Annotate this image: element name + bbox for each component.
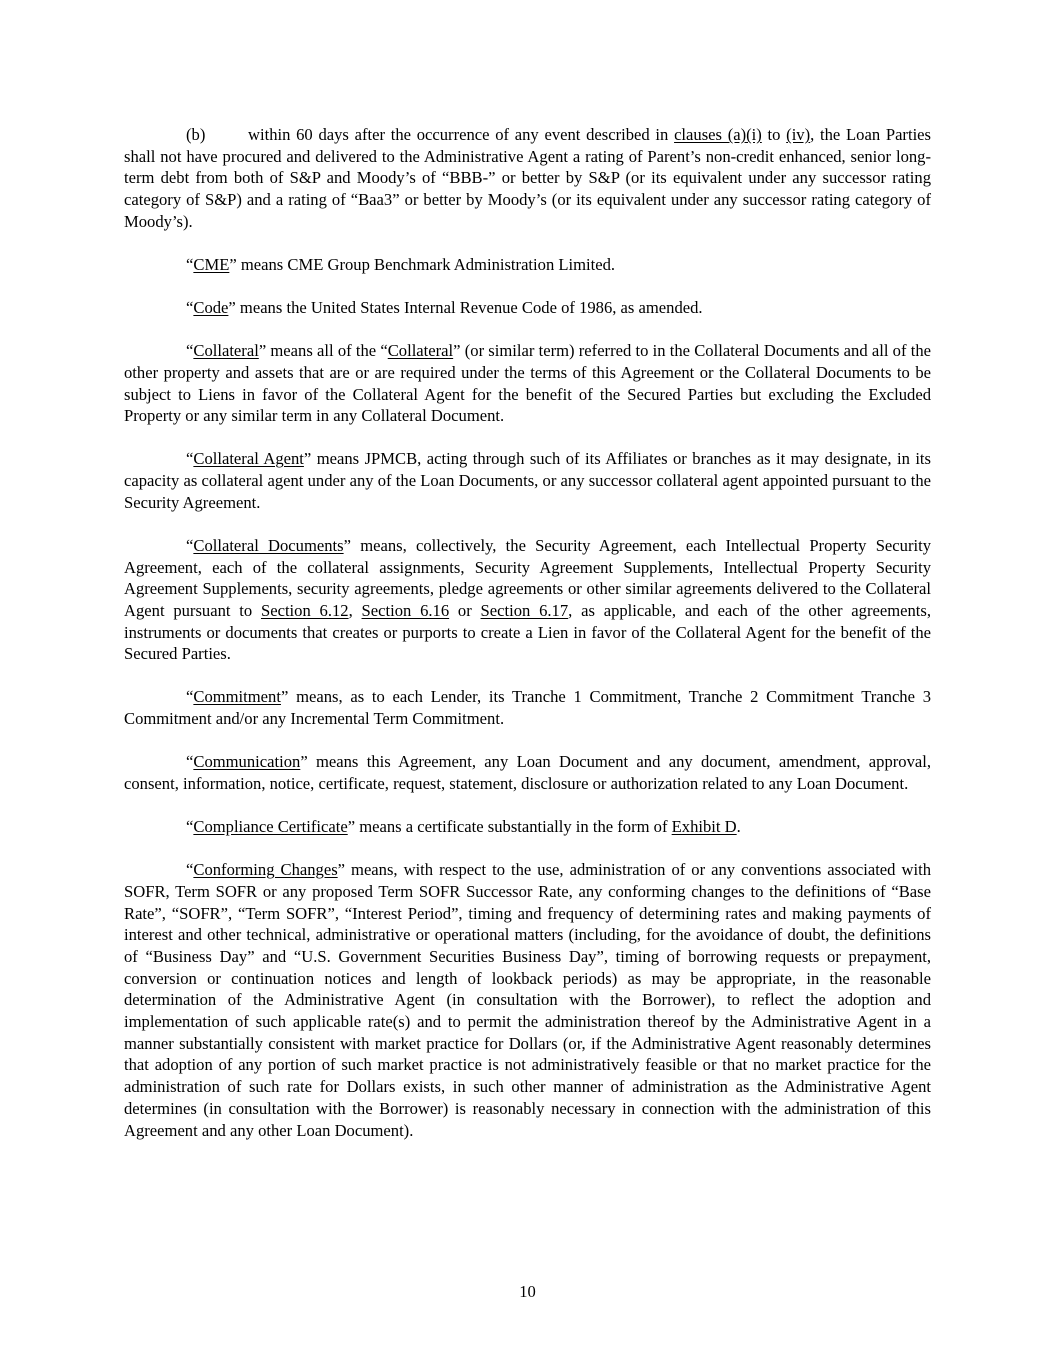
- section-reference-6-17: Section 6.17: [480, 600, 569, 620]
- open-quote: “: [186, 860, 194, 880]
- open-quote: “: [186, 341, 194, 361]
- page-number: 10: [519, 1282, 536, 1301]
- clause-b-connector: to: [761, 125, 787, 144]
- open-quote: “: [186, 298, 194, 317]
- exhibit-reference-d: Exhibit D: [671, 817, 737, 836]
- open-quote: “: [186, 449, 194, 469]
- defined-term-conforming-changes: Conforming Changes: [193, 860, 338, 880]
- definition-text: ” means, collectively, the Security Agreement, each Intellectual Property Security Agreement, each of the collateral assignments, Security Agreement Supplements, Intellectual Property Security Agreement Supplements, security agreements, pledge agreements or other similar agreements delivered to the Collateral Agent pursuant to: [124, 535, 932, 620]
- definition-text: ” means, as to each Lender, its Tranche 1 Commitment, Tranche 2 Commitment Tranche 3 Commitment and/or any Incremental Term Commitment.: [124, 687, 931, 729]
- definition-text: ” means a certificate substantially in the form of: [347, 817, 672, 836]
- section-reference-6-12: Section 6.12: [260, 600, 349, 620]
- clause-reference-iv: (iv): [786, 125, 811, 144]
- definition-code: [124, 297, 931, 319]
- definition-text-continued: ” (or similar term) referred to in the Collateral Documents and all of the other property and assets that are or are required under the terms of this Agreement or the Collateral Documents to be subject to Liens in favor of the Collateral Agent for the benefit of the Secured Parties but excluding the Excluded Property or any similar term in any Collateral Document.: [124, 341, 931, 426]
- definition-text: ” means JPMCB, acting through such of its Affiliates or branches as it may designate, in its capacity as collateral agent under any of the Loan Documents, or any successor collateral agent appointed pursuant to the Security Agreement.: [124, 449, 931, 512]
- defined-term-code: Code: [193, 298, 229, 317]
- clause-b-text: within 60 days after the occurrence of any event described in: [248, 125, 675, 144]
- defined-term-collateral: Collateral: [193, 341, 259, 361]
- definition-text-continued: , as applicable, and each of the other agreements, instruments or documents that creates or purports to create a Lien in favor of the Collateral Agent for the benefit of the Secured Parties.: [124, 600, 932, 664]
- definition-cme: [124, 254, 931, 276]
- definition-commitment: [124, 686, 931, 729]
- definition-text: ” means all of the “: [258, 341, 388, 361]
- definition-text: ” means CME Group Benchmark Administration Limited.: [229, 254, 616, 274]
- defined-term-collateral-agent: Collateral Agent: [193, 449, 304, 469]
- definition-compliance-certificate: [124, 816, 931, 838]
- definition-collateral: [124, 340, 931, 427]
- defined-term-collateral-inner: Collateral: [387, 341, 454, 361]
- definition-text: ” means, with respect to the use, administration of or any conventions associated with SOFR, Term SOFR or any proposed Term SOFR Successor Rate, any conforming changes to the definitions of “Base Rate”, “SOFR”, “Term SOFR”, “Interest Period”, timing and frequency of determining rates and making payments of interest and other technical, administrative or operational matters (including, for the avoidance of doubt, the definitions of “Business Day” and “U.S. Government Securities Business Day”, timing of borrowing requests or prepayment, conversion or continuation notices and length of lookback periods) as may be appropriate, in the reasonable determination of the Administrative Agent (in consultation with the Borrower), to reflect the adoption and implementation of such applicable rate(s) and to permit the administration thereof by the Administrative Agent in a manner substantially consistent with market practice for Dollars (or, if the Administrative Agent reasonably determines that adoption of any portion of such market practice is not administratively feasible or that no market practice for the administration of such rate for Dollars exists, in such other manner of administration as the Administrative Agent determines (in consultation with the Borrower) is reasonably necessary in connection with the administration of this Agreement and any other Loan Document).: [124, 860, 931, 1140]
- definition-text: ” means the United States Internal Revenue Code of 1986, as amended.: [228, 298, 703, 317]
- definition-collateral-documents: [124, 535, 931, 665]
- open-quote: “: [186, 752, 194, 772]
- clause-reference-a-i: clauses (a)(i): [674, 125, 762, 144]
- defined-term-commitment: Commitment: [193, 687, 281, 707]
- separator-text: ,: [348, 600, 362, 620]
- clause-b-paragraph: [124, 124, 931, 233]
- definition-conforming-changes: [124, 859, 931, 1141]
- open-quote: “: [186, 817, 194, 836]
- open-quote: “: [186, 254, 194, 274]
- defined-term-compliance-certificate: Compliance Certificate: [193, 817, 348, 836]
- open-quote: “: [186, 535, 194, 555]
- period-text: .: [736, 817, 741, 836]
- defined-term-collateral-documents: Collateral Documents: [193, 535, 344, 555]
- document-page: [124, 124, 931, 1163]
- definition-collateral-agent: [124, 448, 931, 513]
- section-reference-6-16: Section 6.16: [361, 600, 450, 620]
- separator-text: or: [449, 600, 481, 620]
- clause-b-label: (b): [186, 125, 206, 144]
- open-quote: “: [186, 687, 194, 707]
- definition-text: ” means this Agreement, any Loan Document and any document, amendment, approval, consent, information, notice, certificate, request, statement, disclosure or authorization related to any Loan Document.: [124, 752, 931, 793]
- defined-term-communication: Communication: [193, 752, 301, 772]
- definition-communication: [124, 751, 931, 794]
- clause-b-text-continued: , the Loan Parties shall not have procured and delivered to the Administrative Agent a rating of Parent’s non-credit enhanced, senior long-term debt from both of S&P and Moody’s of “BBB-” or better by S&P (or its equivalent under any successor rating category of S&P) and a rating of “Baa3” or better by Moody’s (or its equivalent under any successor rating category of Moody’s).: [124, 125, 932, 231]
- defined-term-cme: CME: [193, 254, 230, 274]
